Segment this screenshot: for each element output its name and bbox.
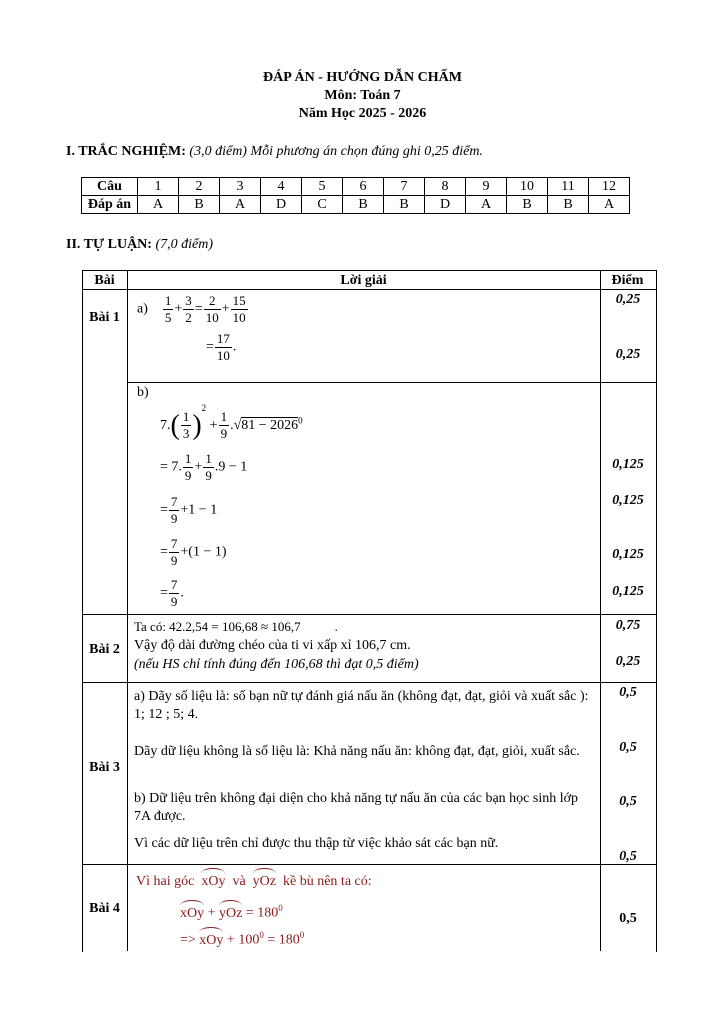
angle-xoy: xOy xyxy=(201,874,226,889)
bai4-score: 0,5 xyxy=(619,911,637,926)
answer-cell: A xyxy=(138,196,179,214)
bai1a-expr: a) $\frac{1}{5}$ + $\frac{3}{2}$ = $\frac{2}{10}$ + $\frac{15}{10}$ xyxy=(137,293,246,325)
bai1-split-divider xyxy=(127,382,656,383)
question-cell: 10 xyxy=(507,178,548,196)
fraction: $\frac{1}{9}$ xyxy=(205,451,212,483)
answer-cell: A xyxy=(220,196,261,214)
bai1a-result: = $\frac{17}{10}$ . xyxy=(206,331,237,363)
bai1-label: Bài 1 xyxy=(89,310,120,325)
bai4-line2: xOy + yOz = $180^0$ xyxy=(180,903,283,921)
bai1-score-6: 0,125 xyxy=(612,584,644,599)
fraction: $\frac{15}{10}$ xyxy=(232,293,246,325)
bai2-score-2: 0,25 xyxy=(615,654,641,669)
bai2-divider xyxy=(82,682,656,683)
bai2-line3: (nếu HS chỉ tính đúng đến 106,68 thì đạt 0,5 điểm) xyxy=(134,657,419,672)
col-header-diem: Điểm xyxy=(611,273,644,288)
answer-cell: A xyxy=(466,196,507,214)
doc-title: ĐÁP ÁN - HƯỚNG DẪN CHẤM xyxy=(263,70,462,85)
multiple-choice-table xyxy=(81,177,630,214)
section1-heading: I. TRẮC NGHIỆM: xyxy=(66,144,186,159)
question-label: Câu xyxy=(82,178,138,196)
question-cell: 8 xyxy=(425,178,466,196)
answer-cell: D xyxy=(425,196,466,214)
section2-heading: II. TỰ LUẬN: xyxy=(66,237,152,252)
bai3-label: Bài 3 xyxy=(89,760,120,775)
bai1b-step3: = $\frac{7}{9}$ +(1 − 1) xyxy=(160,536,227,568)
bai2-line2: Vậy độ dài đường chéo của ti vi xấp xỉ 106,7 cm. xyxy=(134,638,411,653)
bai3-score-4: 0,5 xyxy=(619,849,637,864)
bai1-score-5: 0,125 xyxy=(612,547,644,562)
bai1b-step2: = $\frac{7}{9}$ +1 − 1 xyxy=(160,494,218,526)
answer-label: Đáp án xyxy=(82,196,138,214)
answer-cell: B xyxy=(548,196,589,214)
question-row xyxy=(82,178,630,196)
section2-title xyxy=(66,237,213,253)
bai3-para2: Dãy dữ liệu không là số liệu là: Khả năng nấu ăn: không đạt, đạt, giỏi, xuất sắc. xyxy=(134,744,580,759)
header-divider xyxy=(82,289,656,290)
doc-year: Năm Học 2025 - 2026 xyxy=(298,106,427,121)
question-cell: 7 xyxy=(384,178,425,196)
fraction: $\frac{17}{10}$ xyxy=(216,331,230,363)
bai3-score-3: 0,5 xyxy=(619,794,637,809)
col-header-loigiai: Lời giải xyxy=(340,273,387,288)
answer-cell: B xyxy=(343,196,384,214)
bai1-divider xyxy=(82,614,656,615)
fraction: $\frac{7}{9}$ xyxy=(170,577,178,609)
answer-cell: B xyxy=(507,196,548,214)
bai1-score-1: 0,25 xyxy=(615,292,641,307)
doc-subject: Môn: Toán 7 xyxy=(324,88,401,103)
bai1-score-4: 0,125 xyxy=(612,493,644,508)
bai1-score-2: 0,25 xyxy=(615,347,641,362)
fraction: $\frac{1}{9}$ xyxy=(184,451,192,483)
col-header-bai: Bài xyxy=(94,273,115,288)
fraction: $\frac{1}{5}$ xyxy=(164,293,172,325)
question-cell: 1 xyxy=(138,178,179,196)
angle-yoz: yOz xyxy=(252,874,276,889)
question-cell: 3 xyxy=(220,178,261,196)
col-divider-1 xyxy=(127,270,128,951)
answer-cell: A xyxy=(589,196,630,214)
fraction: $\frac{2}{10}$ xyxy=(205,293,219,325)
answer-cell: B xyxy=(384,196,425,214)
question-cell: 6 xyxy=(343,178,384,196)
bai1b-label: b) xyxy=(137,385,149,400)
bai3-score-1: 0,5 xyxy=(619,685,637,700)
question-cell: 9 xyxy=(466,178,507,196)
fraction: $\frac{7}{9}$ xyxy=(170,494,178,526)
section1-note: (3,0 điểm) Mỗi phương án chọn đúng ghi 0,25 điểm. xyxy=(189,144,483,159)
bai1a-label: a) xyxy=(137,301,148,317)
bai3-para3: b) Dữ liệu trên không đại diện cho khả năng tự nấu ăn của các bạn học sinh lớp 7A được. xyxy=(134,791,579,824)
question-cell: 11 xyxy=(548,178,589,196)
bai1b-step4: = $\frac{7}{9}$ . xyxy=(160,577,184,609)
fraction: $\frac{7}{9}$ xyxy=(170,536,178,568)
bai3-score-2: 0,5 xyxy=(619,740,637,755)
bai4-line3: => xOy + $100^0 = 180^0$ xyxy=(180,930,305,948)
bai2-score-1: 0,75 xyxy=(615,618,641,633)
fraction: $\frac{1}{3}$ xyxy=(182,409,190,442)
question-cell: 12 xyxy=(589,178,630,196)
section2-note: (7,0 điểm) xyxy=(155,237,214,252)
bai3-para4: Vì các dữ liệu trên chỉ được thu thập từ việc khảo sát các bạn nữ. xyxy=(134,836,499,851)
section1-title xyxy=(66,144,483,160)
bai3-para1: a) Dãy số liệu là: số bạn nữ tự đánh giá nấu ăn (không đạt, đạt, giỏi và xuất sắc ): 1; 12 ; 5; 4. xyxy=(134,689,589,722)
fraction: $\frac{1}{9}$ xyxy=(220,409,228,442)
answer-cell: C xyxy=(302,196,343,214)
fraction: $\frac{3}{2}$ xyxy=(185,293,192,325)
question-cell: 2 xyxy=(179,178,220,196)
bai4-line1: Vì hai góc xOy và yOz kề bù nên ta có: xyxy=(136,874,372,889)
question-cell: 4 xyxy=(261,178,302,196)
bai2-line1: Ta có: 42.2,54 = 106,68 ≈ 106,7 . xyxy=(134,619,338,634)
bai3-divider xyxy=(82,864,656,865)
answer-row xyxy=(82,196,630,214)
answer-cell: D xyxy=(261,196,302,214)
bai1-score-3: 0,125 xyxy=(612,457,644,472)
answer-cell: B xyxy=(179,196,220,214)
bai4-label: Bài 4 xyxy=(89,901,120,916)
bai2-label: Bài 2 xyxy=(89,642,120,657)
question-cell: 5 xyxy=(302,178,343,196)
bai1b-step1: = 7. $\frac{1}{9}$ + $\frac{1}{9}$ .9 − 1 xyxy=(160,451,248,483)
bai1b-expr: 7.( $\frac{1}{3}$ )$^2$ + $\frac{1}{9}$ $.√81 - 2026^0$ xyxy=(160,403,303,442)
